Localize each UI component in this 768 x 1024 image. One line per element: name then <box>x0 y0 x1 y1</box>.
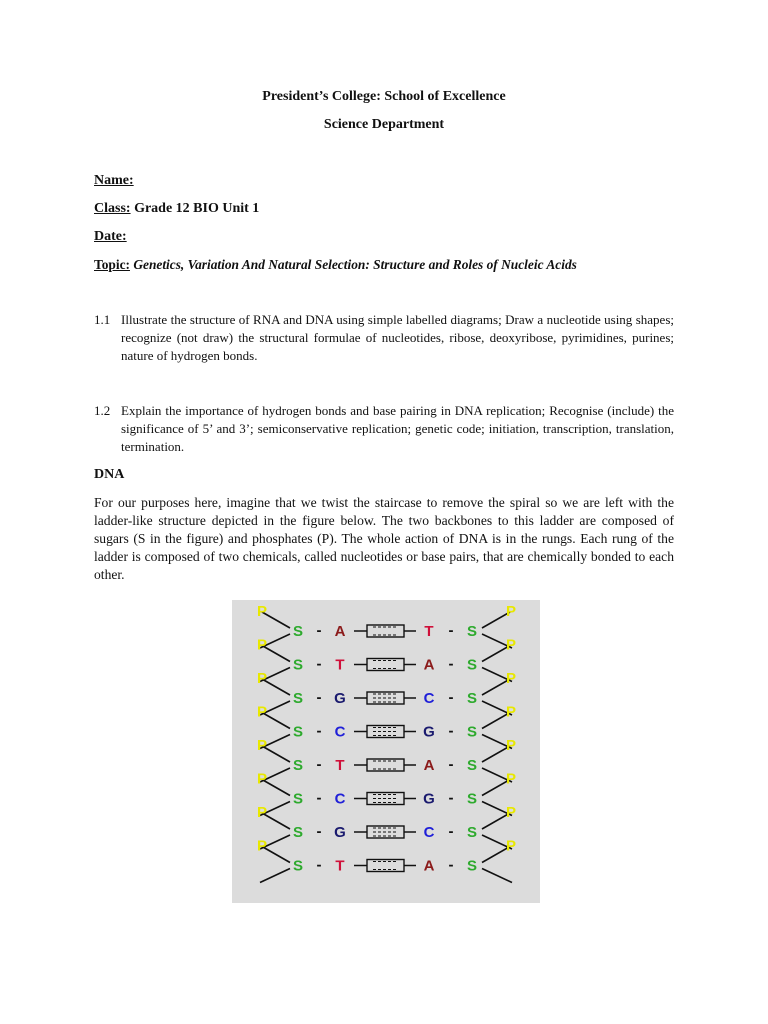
phosphate-label: P <box>505 703 517 721</box>
sugar-label: S <box>466 723 478 741</box>
base-right-label: G <box>423 723 435 741</box>
phosphate-label: P <box>256 737 268 754</box>
sugar-label: S <box>466 656 478 674</box>
backbone-line <box>260 869 290 883</box>
sugar-label: S <box>466 824 478 841</box>
backbone-line <box>482 869 512 883</box>
base-left-label: G <box>334 824 346 841</box>
base-left-label: T <box>335 857 345 875</box>
base-right-label: A <box>423 656 435 674</box>
base-right-label: G <box>423 790 435 808</box>
bond-dash: - <box>316 856 322 874</box>
base-right-label: A <box>423 857 435 875</box>
sugar-label: S <box>292 690 304 707</box>
sugar-label: S <box>466 857 478 875</box>
base-right-label: C <box>423 824 435 841</box>
phosphate-label: P <box>505 603 517 620</box>
base-left-label: C <box>334 790 346 808</box>
date-label: Date: <box>94 229 127 244</box>
section-heading: DNA <box>94 467 125 482</box>
base-left-label: A <box>334 623 346 640</box>
base-left-label: T <box>335 757 345 774</box>
date-field <box>94 229 127 245</box>
base-left-label: G <box>334 690 346 707</box>
sugar-label: S <box>466 690 478 707</box>
sugar-label: S <box>292 656 304 674</box>
bond-dash: - <box>448 622 454 639</box>
bond-dash: - <box>316 722 322 740</box>
phosphate-label: P <box>256 804 268 821</box>
dna-ladder-figure <box>232 600 540 903</box>
phosphate-label: P <box>505 770 517 788</box>
school-title: President’s College: School of Excellence <box>262 89 506 104</box>
phosphate-label: P <box>505 804 517 821</box>
sugar-label: S <box>292 857 304 875</box>
class-field <box>94 201 259 217</box>
phosphate-label: P <box>256 670 268 687</box>
name-label: Name: <box>94 173 134 188</box>
objective-text: Explain the importance of hydrogen bonds and base pairing in DNA replication; Recognise (include) the significance of 5’ and 3’; semiconservative replication; genetic code; initiation, transcription, translation, termination. <box>121 403 674 454</box>
sugar-label: S <box>292 623 304 640</box>
bond-dash: - <box>448 655 454 673</box>
topic-label: Topic: <box>94 257 130 272</box>
bond-dash: - <box>316 823 322 840</box>
base-right-label: T <box>424 623 434 640</box>
bond-dash: - <box>316 756 322 773</box>
department-title: Science Department <box>323 117 445 132</box>
bond-dash: - <box>448 689 454 706</box>
phosphate-label: P <box>256 837 268 855</box>
class-label: Class: <box>94 201 131 216</box>
objective-1 <box>94 311 674 365</box>
phosphate-label: P <box>505 837 517 855</box>
bond-dash: - <box>316 689 322 706</box>
phosphate-label: P <box>256 636 268 654</box>
phosphate-label: P <box>256 603 268 620</box>
topic-value: Genetics, Variation And Natural Selection: Structure and Roles of Nucleic Acids <box>133 257 577 272</box>
phosphate-label: P <box>505 670 517 687</box>
bond-dash: - <box>448 722 454 740</box>
base-right-label: A <box>423 757 435 774</box>
class-value: Grade 12 BIO Unit 1 <box>134 201 260 216</box>
sugar-label: S <box>292 757 304 774</box>
bond-dash: - <box>448 789 454 807</box>
sugar-label: S <box>292 824 304 841</box>
objective-text: Illustrate the structure of RNA and DNA using simple labelled diagrams; Draw a nucleotide using shapes; recognize (not draw) the structural formulae of nucleotides, ribose, deoxyribose, pyrimidines, purines; nature of hydrogen bonds. <box>121 312 674 363</box>
dna-ladder-diagram <box>232 600 540 903</box>
bond-dash: - <box>316 622 322 639</box>
objective-2 <box>94 402 674 456</box>
bond-dash: - <box>316 789 322 807</box>
objective-number: 1.1 <box>94 312 111 327</box>
bond-dash: - <box>448 756 454 773</box>
bond-dash: - <box>448 823 454 840</box>
phosphate-label: P <box>505 737 517 754</box>
sugar-label: S <box>292 790 304 808</box>
bond-dash: - <box>448 856 454 874</box>
base-left-label: T <box>335 656 345 674</box>
base-right-label: C <box>423 690 435 707</box>
base-left-label: C <box>334 723 346 741</box>
phosphate-label: P <box>505 636 517 654</box>
section-paragraph: For our purposes here, imagine that we twist the staircase to remove the spiral so we are left with the ladder-like structure depicted in the figure below. The two backbones to this ladder are composed of sugars (S in the figure) and phosphates (P). The whole action of DNA is in the rungs. Each rung of the ladder is composed of two chemicals, called nucleotides or base pairs, that are chemically bonded to each other. <box>94 495 674 582</box>
objective-number: 1.2 <box>94 403 111 418</box>
sugar-label: S <box>292 723 304 741</box>
phosphate-label: P <box>256 703 268 721</box>
sugar-label: S <box>466 757 478 774</box>
topic-field <box>94 257 577 273</box>
sugar-label: S <box>466 623 478 640</box>
phosphate-label: P <box>256 770 268 788</box>
sugar-label: S <box>466 790 478 808</box>
name-field <box>94 173 134 189</box>
bond-dash: - <box>316 655 322 673</box>
